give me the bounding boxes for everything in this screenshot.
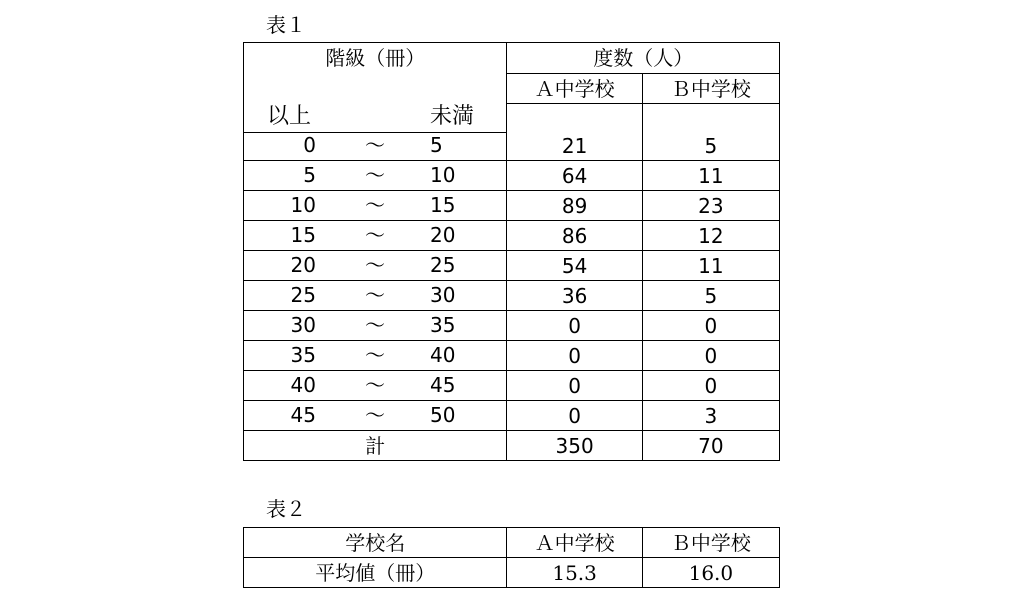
class-lower: 10 [290,193,316,217]
freq-a: 36 [507,281,642,311]
table-row [244,341,780,371]
freq-a: 64 [507,161,642,191]
total-label: 計 [244,431,507,461]
class-upper: 20 [430,223,456,247]
blank-cell-a [507,104,642,133]
class-range [244,311,507,341]
tilde-sep: ～ [365,283,385,307]
table-row [244,161,780,191]
class-header-cell [244,43,507,133]
school-name-header: 学校名 [244,528,507,558]
freq-a: 89 [507,191,642,221]
class-range [244,131,507,161]
tilde-sep: ～ [365,373,385,397]
table-row [244,401,780,431]
school-a-header-2: Ａ中学校 [507,528,642,558]
freq-a: 86 [507,221,642,251]
class-range [244,371,507,401]
freq-a: 0 [507,371,642,401]
table-row [244,371,780,401]
class-lower: 35 [290,343,316,367]
frequency-header: 度数（人） [507,43,780,74]
tilde-sep: ～ [365,343,385,367]
class-upper: 50 [430,403,456,427]
class-upper: 5 [430,133,443,157]
total-a: 350 [507,431,642,461]
class-upper: 30 [430,283,456,307]
freq-b: 11 [642,161,779,191]
frequency-table [243,42,780,133]
class-range [244,191,507,221]
class-lower: 45 [290,403,316,427]
table-row [244,251,780,281]
freq-b: 5 [642,281,779,311]
mean-label: 平均値（冊） [244,558,507,588]
class-lower: 5 [303,163,316,187]
school-b-header-2: Ｂ中学校 [642,528,779,558]
mean-a: 15.3 [507,558,642,588]
class-lower: 15 [290,223,316,247]
class-lower: 0 [303,133,316,157]
freq-b: 0 [642,371,779,401]
freq-a: 54 [507,251,642,281]
class-upper: 35 [430,313,456,337]
freq-a: 0 [507,401,642,431]
freq-b: 11 [642,251,779,281]
freq-b: 3 [642,401,779,431]
tilde-sep: ～ [365,163,385,187]
tilde-sep: ～ [365,403,385,427]
freq-b: 0 [642,341,779,371]
class-range [244,161,507,191]
freq-a: 0 [507,311,642,341]
class-lower: 30 [290,313,316,337]
total-b: 70 [642,431,779,461]
school-a-header: Ａ中学校 [507,74,642,104]
class-range [244,251,507,281]
freq-b: 12 [642,221,779,251]
table-row [244,221,780,251]
class-header: 階級（冊） [325,46,426,70]
frequency-table-body [243,131,780,461]
class-range [244,281,507,311]
class-range [244,221,507,251]
freq-a: 21 [507,131,642,161]
class-range [244,401,507,431]
table-row [244,281,780,311]
table-row [244,311,780,341]
table-row [244,131,780,161]
class-upper: 25 [430,253,456,277]
tilde-sep: ～ [365,223,385,247]
tilde-sep: ～ [365,313,385,337]
tilde-sep: ～ [365,133,385,157]
label-miman: 未満 [430,104,475,129]
tilde-sep: ～ [365,193,385,217]
label-ijo: 以上 [267,104,312,129]
class-upper: 15 [430,193,456,217]
class-upper: 10 [430,163,456,187]
class-lower: 20 [290,253,316,277]
table1-caption: 表１ [266,13,306,37]
tilde-sep: ～ [365,253,385,277]
freq-b: 5 [642,131,779,161]
class-range [244,341,507,371]
freq-b: 0 [642,311,779,341]
table2-caption: 表２ [266,497,306,521]
class-lower: 40 [290,373,316,397]
class-lower: 25 [290,283,316,307]
class-upper: 40 [430,343,456,367]
freq-b: 23 [642,191,779,221]
table-row [244,191,780,221]
mean-b: 16.0 [642,558,779,588]
blank-cell-b [642,104,779,133]
class-upper: 45 [430,373,456,397]
freq-a: 0 [507,341,642,371]
mean-table [243,527,780,588]
school-b-header: Ｂ中学校 [642,74,779,104]
